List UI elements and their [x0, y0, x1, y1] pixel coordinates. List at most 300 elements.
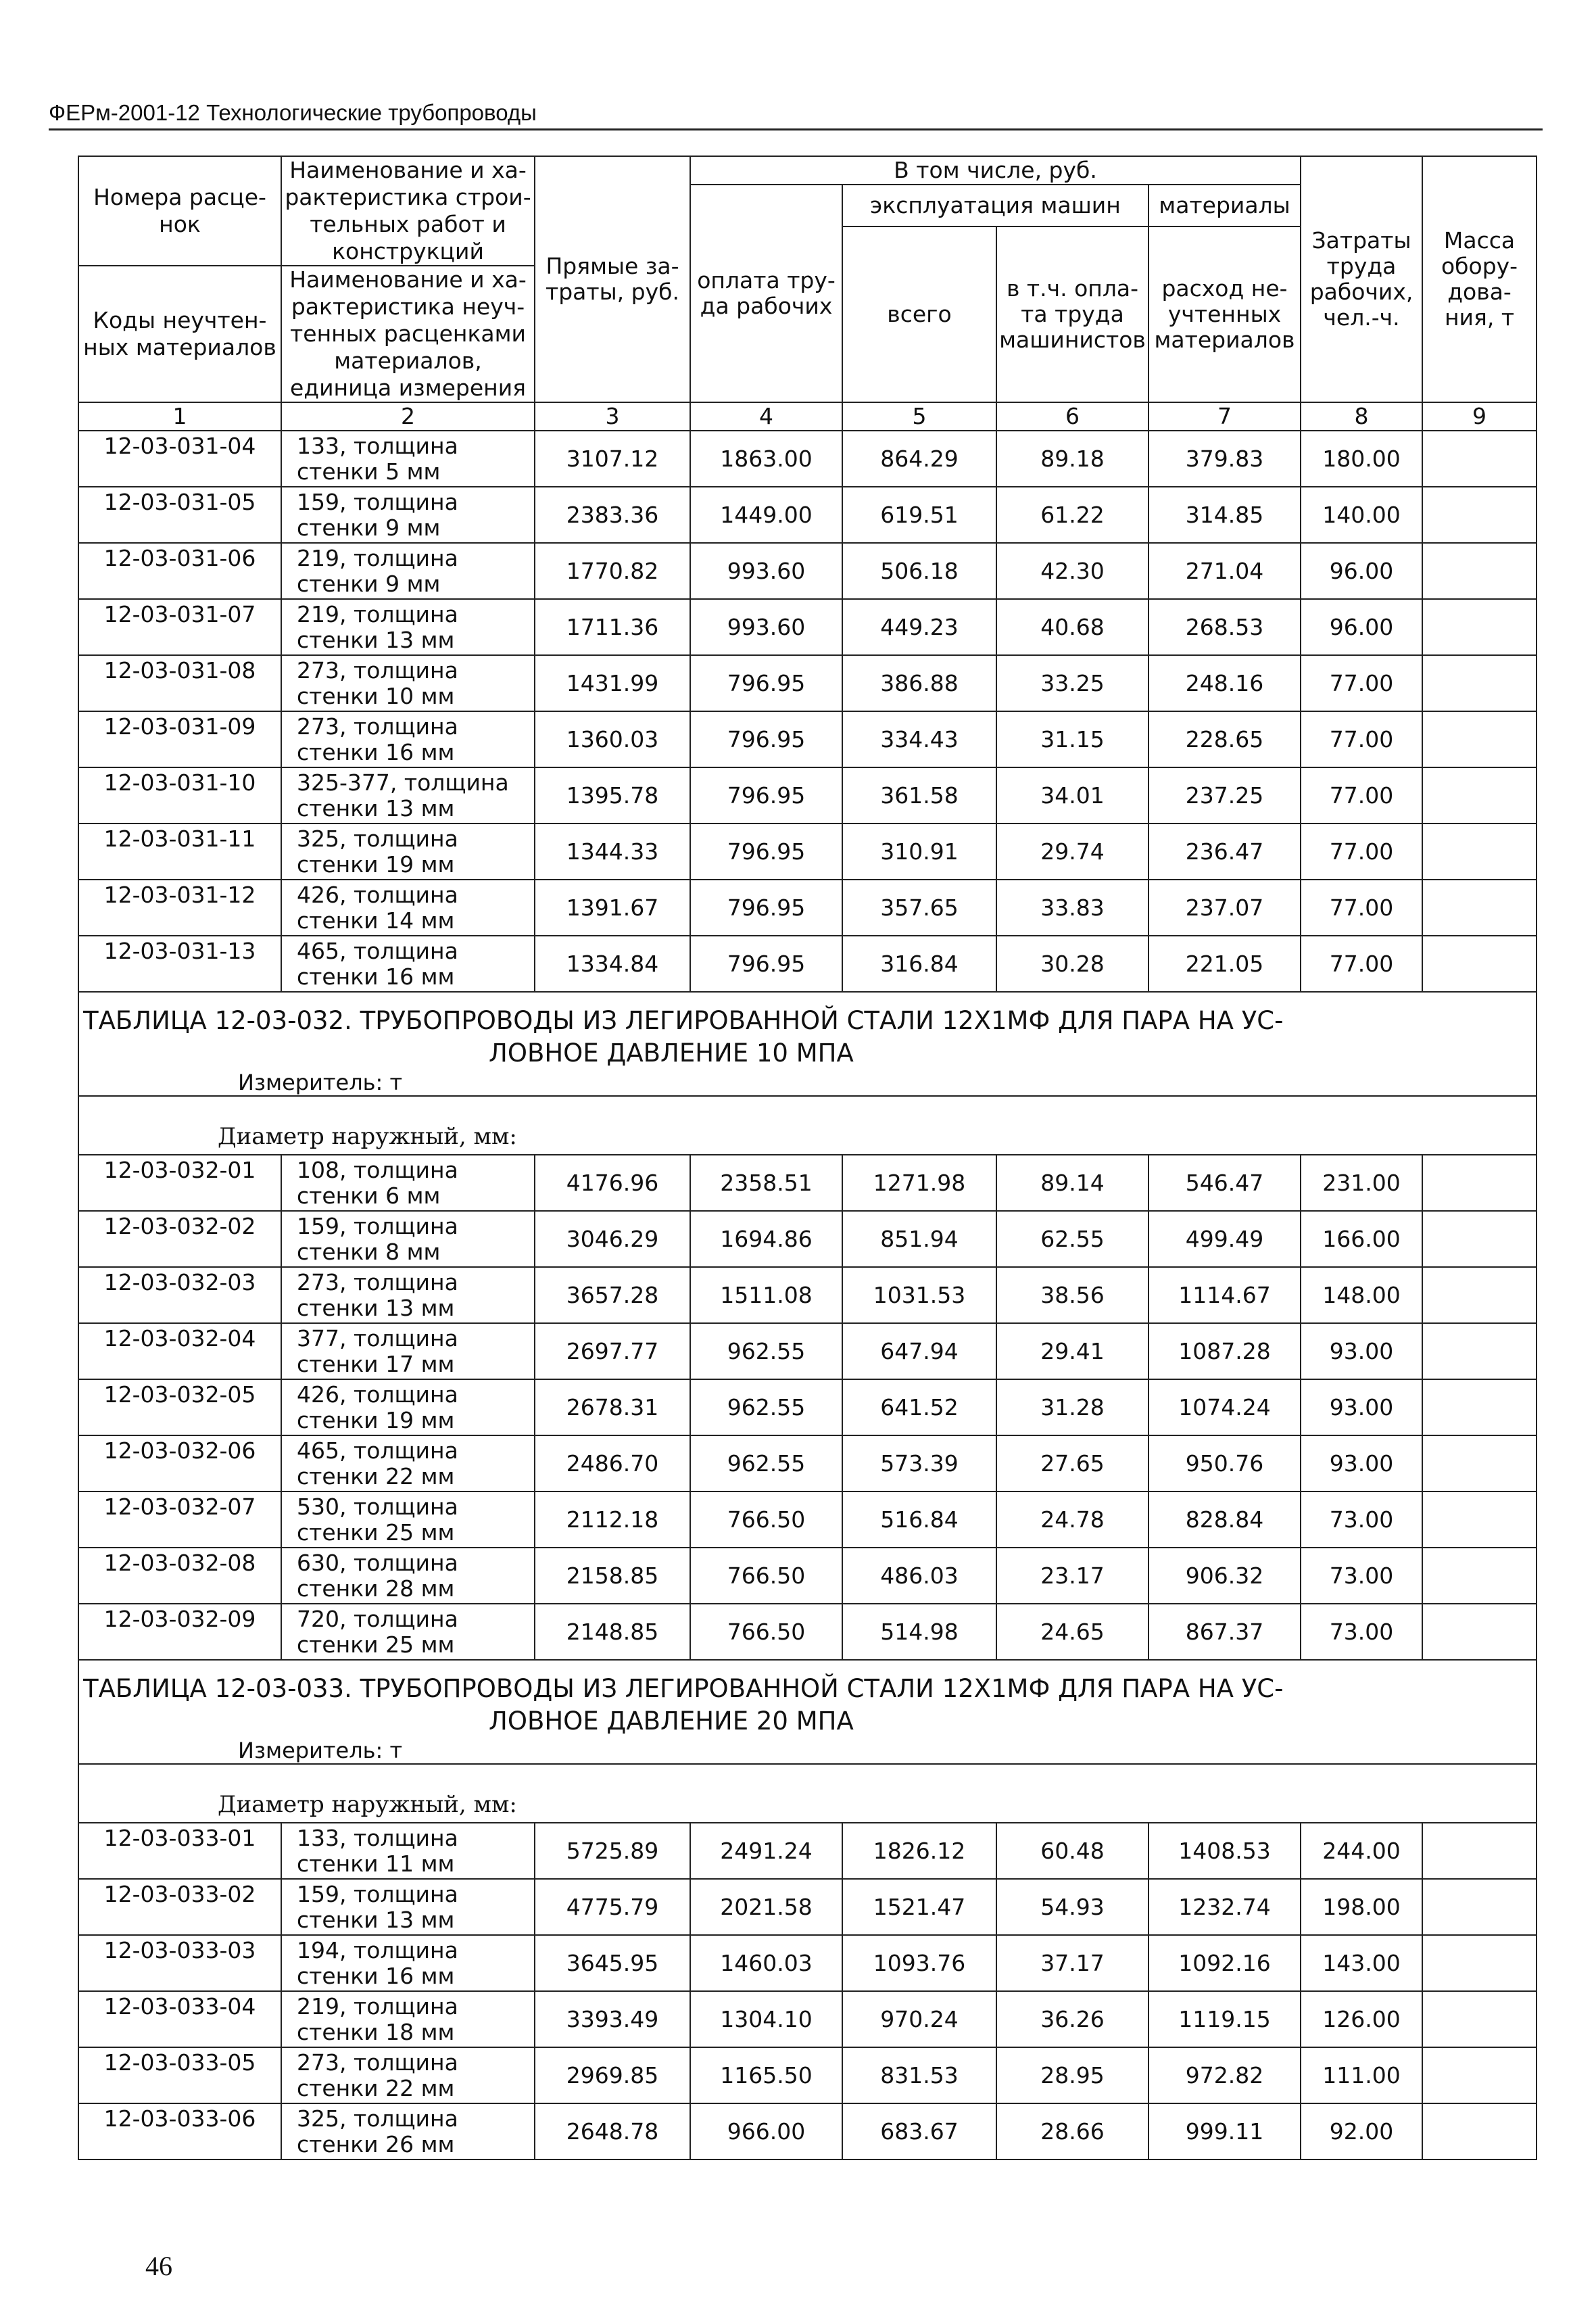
labor-hours: 180.00: [1301, 431, 1422, 487]
name-top-header: Наименование и ха- рактеристика строи- тельных работ и конструкций: [281, 156, 535, 266]
table-032-title-line1: ТАБЛИЦА 12-03-032. ТРУБОПРОВОДЫ ИЗ ЛЕГИРОВАННОЙ СТАЛИ 12Х1МФ ДЛЯ ПАРА НА УС-: [83, 1006, 1284, 1035]
equipment-mass: [1422, 1155, 1537, 1211]
machinists-wages: 24.78: [996, 1491, 1148, 1548]
description-line-2: стенки 13 мм: [297, 1906, 455, 1933]
table-033-title-line1: ТАБЛИЦА 12-03-033. ТРУБОПРОВОДЫ ИЗ ЛЕГИРОВАННОЙ СТАЛИ 12Х1МФ ДЛЯ ПАРА НА УС-: [83, 1674, 1284, 1703]
labor-hours: 77.00: [1301, 767, 1422, 824]
labor-hours: 96.00: [1301, 543, 1422, 599]
workers-wages: 962.55: [690, 1435, 842, 1491]
labor-hours: 77.00: [1301, 655, 1422, 711]
description-line-2: стенки 28 мм: [297, 1575, 455, 1602]
description-line-1: 630, толщина: [297, 1549, 458, 1576]
rate-description: [281, 1379, 535, 1435]
materials-cost: 268.53: [1148, 599, 1301, 655]
machines-total: 647.94: [842, 1323, 996, 1379]
workers-wages: 1165.50: [690, 2047, 842, 2103]
rate-description: [281, 1823, 535, 1879]
description-line-1: 133, толщина: [297, 1824, 458, 1851]
machinists-wages: 89.18: [996, 431, 1148, 487]
workers-wages: 1304.10: [690, 1991, 842, 2047]
codes-top-header: Номера расце- нок: [78, 156, 281, 266]
rate-code: 12-03-031-04: [78, 431, 281, 487]
materials-cost: 379.83: [1148, 431, 1301, 487]
materials-cost: 237.07: [1148, 880, 1301, 936]
rate-description: [281, 2103, 535, 2159]
table-row: [78, 2047, 1537, 2103]
rate-description: [281, 2047, 535, 2103]
labor-header: Затраты труда рабочих, чел.-ч.: [1301, 156, 1422, 402]
description-line-1: 426, толщина: [297, 881, 458, 908]
table-row: [78, 1491, 1537, 1548]
materials-cost: 228.65: [1148, 711, 1301, 767]
table-row: [78, 1267, 1537, 1323]
direct-costs-header: Прямые за- траты, руб.: [535, 156, 690, 402]
direct-costs: 4775.79: [535, 1879, 690, 1935]
labor-hours: 96.00: [1301, 599, 1422, 655]
description-line-2: стенки 9 мм: [297, 570, 441, 597]
machinists-wages: 60.48: [996, 1823, 1148, 1879]
direct-costs: 2969.85: [535, 2047, 690, 2103]
rate-code: 12-03-032-07: [78, 1491, 281, 1548]
labor-hours: 126.00: [1301, 1991, 1422, 2047]
machines-total: 1271.98: [842, 1155, 996, 1211]
materials-cost: 867.37: [1148, 1604, 1301, 1660]
machinists-wages: 30.28: [996, 936, 1148, 992]
description-line-1: 465, толщина: [297, 1437, 458, 1464]
wages-header: оплата тру- да рабочих: [690, 185, 842, 402]
rate-code: 12-03-032-03: [78, 1267, 281, 1323]
table-row: [78, 1935, 1537, 1991]
equipment-mass: [1422, 487, 1537, 543]
rate-code: 12-03-032-02: [78, 1211, 281, 1267]
materials-cost: 499.49: [1148, 1211, 1301, 1267]
page-number: 46: [145, 2251, 172, 2281]
table-row: [78, 431, 1537, 487]
equipment-mass: [1422, 1604, 1537, 1660]
equipment-mass: [1422, 431, 1537, 487]
workers-wages: 796.95: [690, 936, 842, 992]
unaccounted-materials-header: расход не- учтенных материалов: [1148, 226, 1301, 402]
machines-total: 486.03: [842, 1548, 996, 1604]
description-line-1: 108, толщина: [297, 1156, 458, 1183]
table-032-diameter-label: Диаметр наружный, мм:: [78, 1096, 1537, 1155]
description-line-2: стенки 17 мм: [297, 1350, 455, 1377]
table-head: [78, 156, 1537, 431]
workers-wages: 962.55: [690, 1323, 842, 1379]
machines-total: 334.43: [842, 711, 996, 767]
labor-hours: 77.00: [1301, 711, 1422, 767]
direct-costs: 2648.78: [535, 2103, 690, 2159]
direct-costs: 2486.70: [535, 1435, 690, 1491]
workers-wages: 966.00: [690, 2103, 842, 2159]
table-032-body: [78, 1155, 1537, 1660]
workers-wages: 766.50: [690, 1548, 842, 1604]
description-line-2: стенки 19 мм: [297, 1406, 455, 1433]
machinists-wages: 28.95: [996, 2047, 1148, 2103]
description-line-1: 273, толщина: [297, 1268, 458, 1295]
machinists-wages: 28.66: [996, 2103, 1148, 2159]
machines-total: 683.67: [842, 2103, 996, 2159]
description-line-2: стенки 13 мм: [297, 1294, 455, 1321]
workers-wages: 766.50: [690, 1604, 842, 1660]
materials-cost: 248.16: [1148, 655, 1301, 711]
rate-code: 12-03-032-05: [78, 1379, 281, 1435]
machines-total: 641.52: [842, 1379, 996, 1435]
table-031-body: [78, 431, 1537, 992]
description-line-1: 219, толщина: [297, 600, 458, 627]
direct-costs: 1334.84: [535, 936, 690, 992]
machinists-wages-header: в т.ч. опла- та труда машинистов: [996, 226, 1148, 402]
description-line-1: 219, толщина: [297, 544, 458, 571]
materials-cost: 546.47: [1148, 1155, 1301, 1211]
machines-total: 310.91: [842, 824, 996, 880]
rate-description: [281, 1155, 535, 1211]
machines-total: 1521.47: [842, 1879, 996, 1935]
workers-wages: 796.95: [690, 711, 842, 767]
labor-hours: 77.00: [1301, 936, 1422, 992]
machines-total: 1093.76: [842, 1935, 996, 1991]
machines-total: 506.18: [842, 543, 996, 599]
table-032-meter: Измеритель: т: [78, 1070, 1537, 1096]
machinists-wages: 40.68: [996, 599, 1148, 655]
direct-costs: 1711.36: [535, 599, 690, 655]
description-line-1: 273, толщина: [297, 657, 458, 684]
machinists-wages: 31.15: [996, 711, 1148, 767]
rate-code: 12-03-031-06: [78, 543, 281, 599]
materials-cost: 906.32: [1148, 1548, 1301, 1604]
rate-code: 12-03-032-04: [78, 1323, 281, 1379]
description-line-2: стенки 16 мм: [297, 738, 455, 765]
description-line-1: 273, толщина: [297, 713, 458, 740]
description-line-2: стенки 13 мм: [297, 794, 455, 821]
rate-code: 12-03-033-02: [78, 1879, 281, 1935]
materials-cost: 828.84: [1148, 1491, 1301, 1548]
rate-description: [281, 936, 535, 992]
description-line-1: 194, толщина: [297, 1936, 458, 1963]
direct-costs: 5725.89: [535, 1823, 690, 1879]
machines-header: эксплуатация машин: [842, 185, 1148, 226]
labor-hours: 77.00: [1301, 824, 1422, 880]
materials-cost: 972.82: [1148, 2047, 1301, 2103]
equipment-mass: [1422, 1491, 1537, 1548]
machines-total: 619.51: [842, 487, 996, 543]
table-row: [78, 711, 1537, 767]
materials-cost: 1087.28: [1148, 1323, 1301, 1379]
direct-costs: 3393.49: [535, 1991, 690, 2047]
description-line-2: стенки 25 мм: [297, 1519, 455, 1546]
table-row: [78, 936, 1537, 992]
description-line-1: 530, толщина: [297, 1493, 458, 1520]
equipment-mass: [1422, 2047, 1537, 2103]
workers-wages: 1449.00: [690, 487, 842, 543]
workers-wages: 766.50: [690, 1491, 842, 1548]
description-line-2: стенки 5 мм: [297, 458, 441, 485]
machines-total: 449.23: [842, 599, 996, 655]
machinists-wages: 29.41: [996, 1323, 1148, 1379]
description-line-2: стенки 16 мм: [297, 1962, 455, 1989]
machines-total: 514.98: [842, 1604, 996, 1660]
machinists-wages: 61.22: [996, 487, 1148, 543]
table-row: [78, 487, 1537, 543]
workers-wages: 796.95: [690, 655, 842, 711]
rate-code: 12-03-031-13: [78, 936, 281, 992]
rates-table: [78, 156, 1537, 2160]
description-line-1: 159, толщина: [297, 1880, 458, 1907]
workers-wages: 796.95: [690, 767, 842, 824]
machines-total: 386.88: [842, 655, 996, 711]
materials-cost: 1232.74: [1148, 1879, 1301, 1935]
workers-wages: 993.60: [690, 543, 842, 599]
labor-hours: 93.00: [1301, 1435, 1422, 1491]
direct-costs: 1360.03: [535, 711, 690, 767]
rate-description: [281, 487, 535, 543]
table-033-body: [78, 1823, 1537, 2159]
workers-wages: 1694.86: [690, 1211, 842, 1267]
description-line-2: стенки 8 мм: [297, 1238, 441, 1265]
machinists-wages: 23.17: [996, 1548, 1148, 1604]
direct-costs: 2383.36: [535, 487, 690, 543]
table-032-heading: [78, 992, 1537, 1155]
workers-wages: 1460.03: [690, 1935, 842, 1991]
rate-description: [281, 1323, 535, 1379]
including-header: В том числе, руб.: [690, 156, 1301, 185]
rate-code: 12-03-033-05: [78, 2047, 281, 2103]
machines-total: 357.65: [842, 880, 996, 936]
rate-code: 12-03-031-07: [78, 599, 281, 655]
description-line-1: 159, толщина: [297, 488, 458, 515]
page-header: [49, 100, 1543, 130]
rate-code: 12-03-032-09: [78, 1604, 281, 1660]
direct-costs: 2158.85: [535, 1548, 690, 1604]
rate-description: [281, 1267, 535, 1323]
machinists-wages: 36.26: [996, 1991, 1148, 2047]
rate-description: [281, 1879, 535, 1935]
description-line-2: стенки 6 мм: [297, 1182, 441, 1209]
rate-description: [281, 1548, 535, 1604]
machinists-wages: 62.55: [996, 1211, 1148, 1267]
labor-hours: 77.00: [1301, 880, 1422, 936]
equipment-mass: [1422, 1379, 1537, 1435]
description-line-1: 325-377, толщина: [297, 769, 509, 796]
table-row: [78, 1323, 1537, 1379]
equipment-mass: [1422, 1548, 1537, 1604]
column-index: 6: [996, 402, 1148, 431]
description-line-2: стенки 10 мм: [297, 682, 455, 709]
workers-wages: 796.95: [690, 880, 842, 936]
rate-code: 12-03-031-12: [78, 880, 281, 936]
table-033-title-line2: ЛОВНОЕ ДАВЛЕНИЕ 20 МПА: [489, 1707, 854, 1736]
machines-total: 831.53: [842, 2047, 996, 2103]
table-row: [78, 880, 1537, 936]
rate-code: 12-03-031-09: [78, 711, 281, 767]
rate-code: 12-03-033-01: [78, 1823, 281, 1879]
machines-total: 516.84: [842, 1491, 996, 1548]
labor-hours: 148.00: [1301, 1267, 1422, 1323]
labor-hours: 166.00: [1301, 1211, 1422, 1267]
direct-costs: 3645.95: [535, 1935, 690, 1991]
description-line-1: 465, толщина: [297, 937, 458, 964]
labor-hours: 231.00: [1301, 1155, 1422, 1211]
rate-code: 12-03-031-08: [78, 655, 281, 711]
equipment-mass: [1422, 1823, 1537, 1879]
labor-hours: 140.00: [1301, 487, 1422, 543]
rate-code: 12-03-033-06: [78, 2103, 281, 2159]
table-row: [78, 1991, 1537, 2047]
equipment-mass: [1422, 1323, 1537, 1379]
workers-wages: 962.55: [690, 1379, 842, 1435]
direct-costs: 1344.33: [535, 824, 690, 880]
rate-code: 12-03-031-11: [78, 824, 281, 880]
workers-wages: 796.95: [690, 824, 842, 880]
materials-cost: 221.05: [1148, 936, 1301, 992]
machinists-wages: 33.83: [996, 880, 1148, 936]
workers-wages: 993.60: [690, 599, 842, 655]
table-row: [78, 767, 1537, 824]
machinists-wages: 24.65: [996, 1604, 1148, 1660]
machines-total: 970.24: [842, 1991, 996, 2047]
rate-description: [281, 1435, 535, 1491]
rate-description: [281, 1935, 535, 1991]
materials-cost: 271.04: [1148, 543, 1301, 599]
direct-costs: 3107.12: [535, 431, 690, 487]
direct-costs: 2678.31: [535, 1379, 690, 1435]
labor-hours: 111.00: [1301, 2047, 1422, 2103]
materials-cost: 236.47: [1148, 824, 1301, 880]
description-line-1: 325, толщина: [297, 825, 458, 852]
rate-description: [281, 824, 535, 880]
rate-description: [281, 1211, 535, 1267]
labor-hours: 143.00: [1301, 1935, 1422, 1991]
column-index: 7: [1148, 402, 1301, 431]
labor-hours: 244.00: [1301, 1823, 1422, 1879]
description-line-2: стенки 13 мм: [297, 626, 455, 653]
materials-cost: 1408.53: [1148, 1823, 1301, 1879]
equipment-mass: [1422, 824, 1537, 880]
labor-hours: 73.00: [1301, 1604, 1422, 1660]
rate-description: [281, 1491, 535, 1548]
machines-total: 1031.53: [842, 1267, 996, 1323]
rate-description: [281, 1604, 535, 1660]
description-line-2: стенки 16 мм: [297, 963, 455, 990]
direct-costs: 1431.99: [535, 655, 690, 711]
description-line-2: стенки 19 мм: [297, 851, 455, 878]
equipment-mass: [1422, 655, 1537, 711]
rate-code: 12-03-033-04: [78, 1991, 281, 2047]
column-index: 1: [78, 402, 281, 431]
rate-description: [281, 711, 535, 767]
machinists-wages: 37.17: [996, 1935, 1148, 1991]
rate-code: 12-03-032-06: [78, 1435, 281, 1491]
workers-wages: 2491.24: [690, 1823, 842, 1879]
table-row: [78, 655, 1537, 711]
equipment-mass: [1422, 2103, 1537, 2159]
machines-total: 573.39: [842, 1435, 996, 1491]
equipment-mass: [1422, 711, 1537, 767]
table-033-meter: Измеритель: т: [78, 1738, 1537, 1764]
labor-hours: 198.00: [1301, 1879, 1422, 1935]
description-line-1: 426, толщина: [297, 1381, 458, 1408]
rate-code: 12-03-031-10: [78, 767, 281, 824]
machinists-wages: 38.56: [996, 1267, 1148, 1323]
workers-wages: 2021.58: [690, 1879, 842, 1935]
labor-hours: 92.00: [1301, 2103, 1422, 2159]
materials-cost: 950.76: [1148, 1435, 1301, 1491]
column-index: 4: [690, 402, 842, 431]
table-row: [78, 599, 1537, 655]
machinists-wages: 27.65: [996, 1435, 1148, 1491]
table-row: [78, 2103, 1537, 2159]
machinists-wages: 29.74: [996, 824, 1148, 880]
table-row: [78, 1879, 1537, 1935]
direct-costs: 2112.18: [535, 1491, 690, 1548]
table-row: [78, 1548, 1537, 1604]
name-bottom-header: Наименование и ха- рактеристика неуч- тенных расценками материалов, единица измерения: [281, 266, 535, 402]
description-line-2: стенки 25 мм: [297, 1631, 455, 1658]
workers-wages: 2358.51: [690, 1155, 842, 1211]
materials-cost: 314.85: [1148, 487, 1301, 543]
description-line-2: стенки 18 мм: [297, 2018, 455, 2045]
equipment-mass: [1422, 1935, 1537, 1991]
labor-hours: 93.00: [1301, 1323, 1422, 1379]
column-index: 5: [842, 402, 996, 431]
description-line-1: 159, толщина: [297, 1212, 458, 1239]
description-line-1: 273, толщина: [297, 2049, 458, 2076]
rate-description: [281, 880, 535, 936]
table-row: [78, 1823, 1537, 1879]
equipment-mass-header: Масса обору- дова- ния, т: [1422, 156, 1537, 402]
table-row: [78, 1155, 1537, 1211]
table-row: [78, 824, 1537, 880]
direct-costs: 1391.67: [535, 880, 690, 936]
rate-code: 12-03-031-05: [78, 487, 281, 543]
rate-code: 12-03-033-03: [78, 1935, 281, 1991]
machines-total: 864.29: [842, 431, 996, 487]
workers-wages: 1863.00: [690, 431, 842, 487]
machinists-wages: 54.93: [996, 1879, 1148, 1935]
codes-bottom-header: Коды неучтен- ных материалов: [78, 266, 281, 402]
rate-code: 12-03-032-01: [78, 1155, 281, 1211]
materials-cost: 1119.15: [1148, 1991, 1301, 2047]
table-row: [78, 543, 1537, 599]
direct-costs: 3657.28: [535, 1267, 690, 1323]
direct-costs: 2697.77: [535, 1323, 690, 1379]
direct-costs: 4176.96: [535, 1155, 690, 1211]
rate-description: [281, 1991, 535, 2047]
description-line-2: стенки 22 мм: [297, 1462, 455, 1489]
table-row: [78, 1211, 1537, 1267]
direct-costs: 2148.85: [535, 1604, 690, 1660]
description-line-1: 377, толщина: [297, 1324, 458, 1352]
machines-total-header: всего: [842, 226, 996, 402]
description-line-2: стенки 22 мм: [297, 2074, 455, 2101]
labor-hours: 93.00: [1301, 1379, 1422, 1435]
table-033-heading: [78, 1660, 1537, 1823]
equipment-mass: [1422, 1879, 1537, 1935]
materials-cost: 1074.24: [1148, 1379, 1301, 1435]
equipment-mass: [1422, 543, 1537, 599]
workers-wages: 1511.08: [690, 1267, 842, 1323]
machinists-wages: 42.30: [996, 543, 1148, 599]
equipment-mass: [1422, 599, 1537, 655]
table-033-diameter-label: Диаметр наружный, мм:: [78, 1764, 1537, 1823]
equipment-mass: [1422, 767, 1537, 824]
equipment-mass: [1422, 1991, 1537, 2047]
table-row: [78, 1379, 1537, 1435]
description-line-2: стенки 9 мм: [297, 514, 441, 541]
table-032-title: [78, 992, 1537, 1070]
equipment-mass: [1422, 880, 1537, 936]
direct-costs: 1395.78: [535, 767, 690, 824]
